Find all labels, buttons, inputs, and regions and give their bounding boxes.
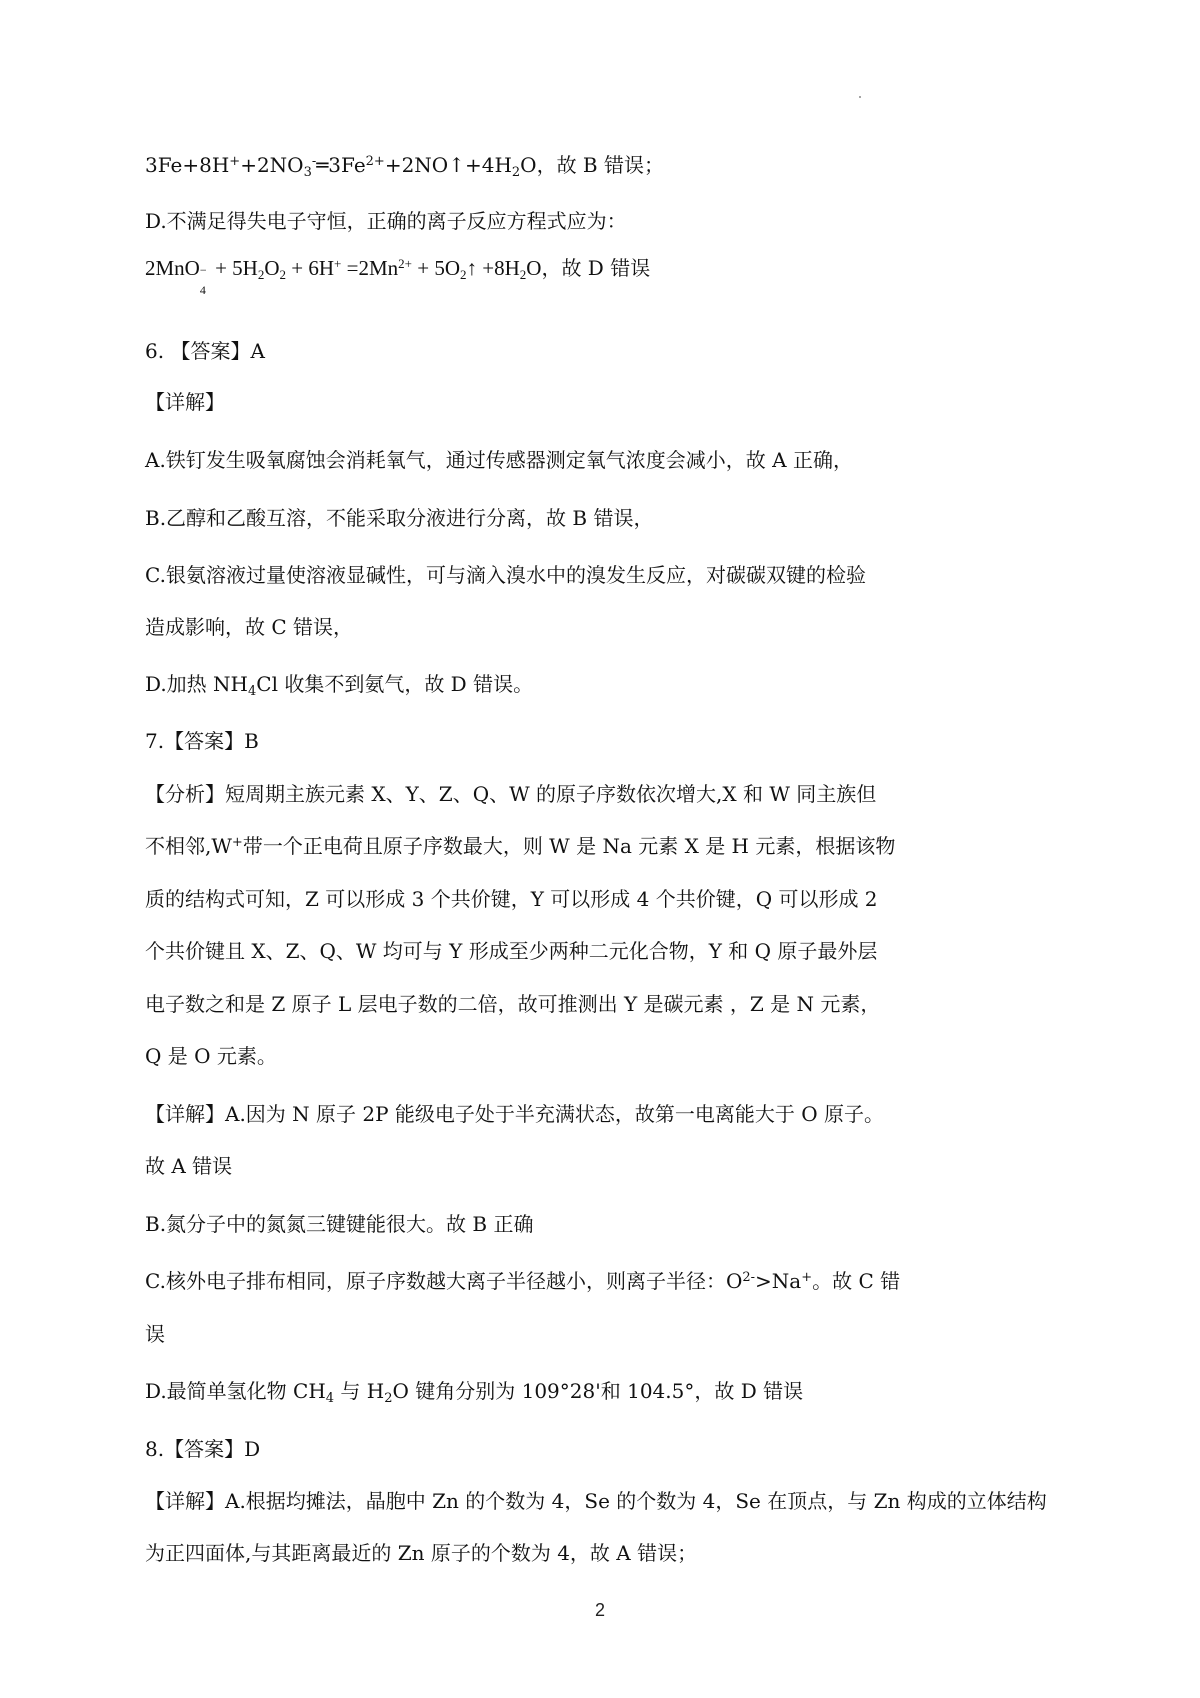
analysis-line-5: 电子数之和是 Z 原子 L 层电子数的二倍，故可推测出 Y 是碳元素 ，Z 是 N 元素，	[145, 992, 881, 1016]
superscript: +	[231, 835, 243, 850]
text-run: D.最简单氢化物 CH	[145, 1379, 326, 1403]
subscript: 2	[257, 267, 265, 282]
option-c-line-cont: 造成影响，故 C 错误，	[145, 615, 354, 639]
subscript: 4	[199, 283, 206, 297]
analysis-line-1: 【分析】短周期主族元素 X、Y、Z、Q、W 的原子序数依次增大,X 和 W 同主族但	[145, 782, 877, 806]
eq-run: O	[526, 256, 542, 280]
subscript: 2	[460, 267, 467, 282]
eq-run: =2Mn	[341, 256, 399, 280]
detail-7-a-cont: 故 A 错误	[145, 1154, 233, 1178]
detail-7-c	[145, 1268, 900, 1294]
text-run: ═3Fe	[316, 153, 366, 177]
answer-8-heading: 8.【答案】D	[145, 1437, 261, 1461]
eq-run: + 5O	[412, 256, 461, 280]
superscript: 2+	[398, 256, 412, 271]
subscript: 4	[247, 684, 257, 699]
line-mno4-equation	[145, 255, 651, 297]
subscript: 4	[325, 1391, 335, 1406]
option-d-line	[145, 671, 533, 697]
text-run: O 键角分别为 109°28'和 104.5°，故 D 错误	[392, 1379, 804, 1403]
text-run: D.加热 NH	[145, 672, 248, 696]
text-run: 与 H	[334, 1379, 385, 1403]
eq-run: ↑ +8H	[466, 256, 520, 280]
option-b-line: B.乙醇和乙酸互溶，不能采取分液进行分离，故 B 错误，	[145, 506, 654, 530]
text-run: 带一个正电荷且原子序数最大，则 W 是 Na 元素 X 是 H 元素，根据该物	[242, 834, 896, 858]
detail-8-a-cont: 为正四面体,与其距离最近的 Zn 原子的个数为 4，故 A 错误；	[145, 1541, 698, 1565]
superscript: -	[311, 154, 317, 169]
superscript: 2+	[365, 154, 385, 169]
eq-run: + 6H	[286, 256, 335, 280]
analysis-line-4: 个共价键且 X、Z、Q、W 均可与 Y 形成至少两种二元化合物，Y 和 Q 原子最外层	[145, 939, 878, 963]
superscript: +	[801, 1270, 813, 1285]
text-run: >Na	[755, 1269, 802, 1293]
stray-dot	[859, 96, 861, 98]
eq-run: 2MnO	[145, 256, 200, 280]
detail-7-a: 【详解】A.因为 N 原子 2P 能级电子处于半充满状态，故第一电离能大于 O 原子。	[145, 1102, 885, 1126]
text-run: O，故 B 错误；	[520, 153, 664, 177]
superscript: +	[334, 256, 342, 271]
text-run: ，故 D 错误	[541, 256, 651, 280]
detail-7-c-cont: 误	[145, 1322, 165, 1346]
text-run: 不相邻,W	[145, 834, 232, 858]
page-number: 2	[594, 1600, 605, 1620]
detail-7-d	[145, 1378, 803, 1404]
answer-6-heading: 6. 【答案】A	[145, 339, 265, 363]
subscript: 2	[384, 1391, 393, 1406]
detail-8-a: 【详解】A.根据均摊法，晶胞中 Zn 的个数为 4，Se 的个数为 4，Se 在顶点，与 Zn 构成的立体结构	[145, 1489, 1047, 1513]
detail-heading: 【详解】	[145, 390, 225, 414]
detail-7-b: B.氮分子中的氮氮三键键能很大。故 B 正确	[145, 1212, 534, 1236]
option-c-line: C.银氨溶液过量使溶液显碱性，可与滴入溴水中的溴发生反应，对碳碳双键的检验	[145, 563, 866, 587]
analysis-line-6: Q 是 O 元素。	[145, 1044, 277, 1068]
superscript: +	[229, 154, 241, 169]
text-run: 3Fe+8H	[145, 153, 230, 177]
line-d-intro: D.不满足得失电子守恒，正确的离子反应方程式应为：	[145, 209, 627, 233]
text-run: Cl 收集不到氨气，故 D 错误。	[256, 672, 534, 696]
option-a-line: A.铁钉发生吸氧腐蚀会消耗氧气，通过传感器测定氧气浓度会减小，故 A 正确，	[145, 448, 853, 472]
eq-run: + 5H	[209, 256, 258, 280]
text-run: 。故 C 错	[812, 1269, 901, 1293]
subscript: 2	[279, 267, 287, 282]
text-run: +2NO↑+4H	[384, 153, 512, 177]
superscript: −	[199, 263, 207, 277]
superscript: 2-	[742, 1270, 756, 1285]
answer-7-heading: 7.【答案】B	[145, 729, 259, 753]
text-run: C.核外电子排布相同，原子序数越大离子半径越小，则离子半径：O	[145, 1269, 743, 1293]
eq-run: O	[264, 256, 280, 280]
analysis-line-3: 质的结构式可知，Z 可以形成 3 个共价键，Y 可以形成 4 个共价键，Q 可以形成 2	[145, 887, 878, 911]
text-run: +2NO	[240, 153, 304, 177]
subscript: 2	[519, 267, 527, 282]
subscript: 2	[511, 165, 521, 180]
line-fe-equation	[145, 152, 664, 178]
subscript: 3	[303, 165, 312, 180]
analysis-line-2	[145, 833, 895, 859]
